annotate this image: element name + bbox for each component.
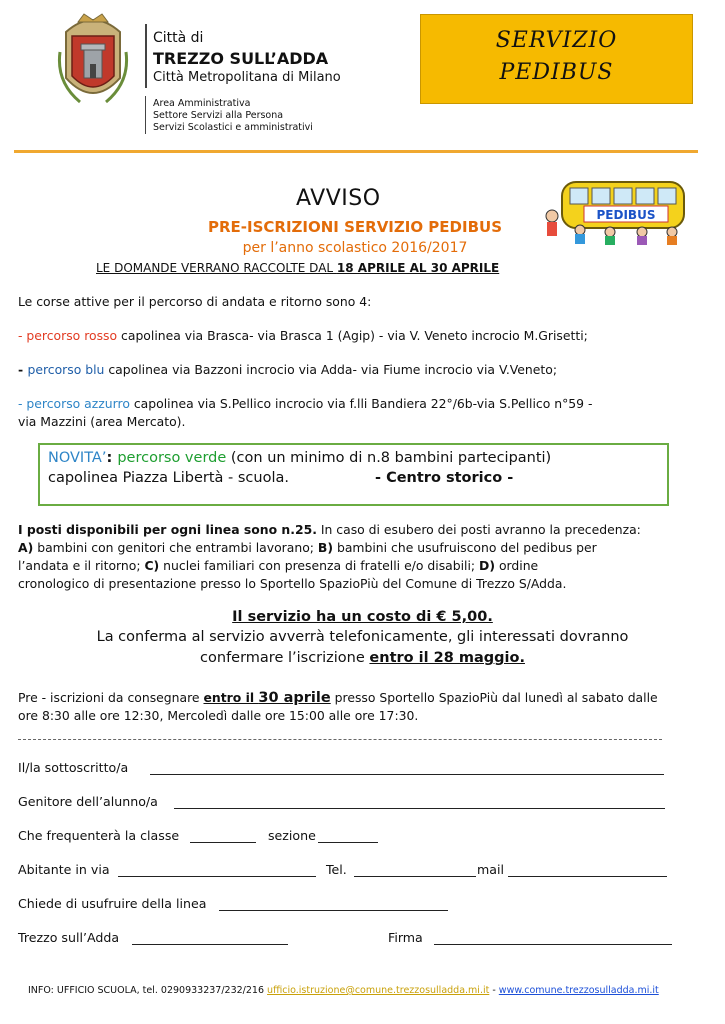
route-azzurro: - percorso azzurro capolinea via S.Pellico incrocio via f.lli Bandiera 22°/6b-via S.Pellico n°59 - via Mazzini (area Mercato). — [18, 396, 593, 429]
email-link[interactable]: ufficio.istruzione@comune.trezzosulladda.mi.it — [267, 985, 490, 996]
city-name: TREZZO SULL’ADDA — [153, 49, 329, 68]
route-rosso: - percorso rosso capolinea via Brasca- via Brasca 1 (Agip) - via V. Veneto incrocio M.Grisetti; — [18, 328, 588, 343]
sezione-label: sezione — [268, 828, 316, 843]
classe-label: Che frequenterà la classe — [18, 828, 180, 843]
domande-notice: LE DOMANDE VERRANO RACCOLTE DAL 18 APRILE AL 30 APRILE — [96, 261, 500, 275]
sottoscritto-label: Il/la sottoscritto/a — [18, 760, 129, 775]
abitante-field[interactable] — [118, 875, 316, 877]
novita-line-1: NOVITA’: percorso verde (con un minimo di n.8 bambini partecipanti) — [48, 450, 552, 466]
novita-centro: - Centro storico - — [375, 470, 514, 486]
tel-field[interactable] — [354, 875, 476, 877]
firma-label: Firma — [388, 930, 423, 945]
website-link[interactable]: www.comune.trezzosulladda.mi.it — [498, 985, 659, 996]
area-line-1: Area Amministrativa — [153, 98, 251, 109]
metro-name: Città Metropolitana di Milano — [153, 70, 341, 85]
costo-line-3: confermare l’iscrizione entro il 28 maggio. — [200, 650, 525, 666]
costo-line-2: La conferma al servizio avverrà telefonicamente, gli interessati dovranno — [96, 629, 629, 645]
linea-field[interactable] — [219, 909, 448, 911]
notice-title: AVVISO — [296, 186, 381, 211]
firma-field[interactable] — [434, 943, 672, 945]
area-line-2: Settore Servizi alla Persona — [153, 110, 284, 121]
genitore-field[interactable] — [174, 807, 665, 809]
cut-line — [18, 739, 662, 740]
sezione-field[interactable] — [318, 841, 378, 843]
tel-label: Tel. — [326, 862, 347, 877]
mail-field[interactable] — [508, 875, 667, 877]
mail-label: mail — [477, 862, 504, 877]
notice-subtitle: PRE-ISCRIZIONI SERVIZIO PEDIBUS — [207, 218, 503, 236]
service-title-line-2: PEDIBUS — [499, 60, 614, 85]
footer-info: INFO: UFFICIO SCUOLA, tel. 0290933237/232/216 ufficio.istruzione@comune.trezzosulladda.mi.it - www.comune.trezzosulladda.mi.it — [28, 985, 659, 996]
service-title-line-1: SERVIZIO — [495, 28, 618, 53]
area-line-3: Servizi Scolastici e amministrativi — [153, 122, 313, 133]
route-blu: - percorso blu capolinea via Bazzoni incrocio via Adda- via Fiume incrocio via V.Veneto; — [18, 362, 557, 377]
bus-sign: PEDIBUS — [596, 208, 656, 222]
header-divider-lower — [145, 96, 146, 134]
consegna-paragraph: Pre - iscrizioni da consegnare entro il 30 aprile presso Sportello SpazioPiù dal lunedì al sabato dalle ore 8:30 alle ore 12:30, Mercoledì dalle ore 15:00 alle ore 17:30. — [18, 690, 658, 723]
trezzo-label: Trezzo sull’Adda — [18, 930, 120, 945]
chiede-label: Chiede di usufruire della linea — [18, 896, 207, 911]
header-rule — [14, 150, 698, 153]
novita-box — [38, 443, 669, 506]
header-divider — [145, 24, 147, 88]
city-prefix: Città di — [153, 30, 204, 46]
costo-line-1: Il servizio ha un costo di € 5,00. — [232, 609, 493, 625]
abitante-label: Abitante in via — [18, 862, 110, 877]
posti-paragraph: I posti disponibili per ogni linea sono n.25. In caso di esubero dei posti avranno la precedenza: A) bambini con genitori che entrambi lavorano; B) bambini che usufruiscono del pedibus per l’andata e il ritorno; C) nuclei familiari con presenza di fratelli e/o disabili; D) ordine cronologico di presentazione presso lo Sportello SpazioPiù del Comune di Trezzo S/Adda. — [18, 522, 641, 591]
notice-year: per l’anno scolastico 2016/2017 — [242, 240, 468, 256]
data-field[interactable] — [132, 943, 288, 945]
classe-field[interactable] — [190, 841, 256, 843]
genitore-label: Genitore dell’alunno/a — [18, 794, 158, 809]
service-title-box — [420, 14, 693, 104]
city-crest-logo — [56, 12, 130, 108]
pedibus-illustration — [540, 176, 690, 246]
routes-intro: Le corse attive per il percorso di andata e ritorno sono 4: — [18, 294, 372, 309]
novita-line-2: capolinea Piazza Libertà - scuola. — [48, 470, 289, 486]
sottoscritto-field[interactable] — [150, 773, 664, 775]
